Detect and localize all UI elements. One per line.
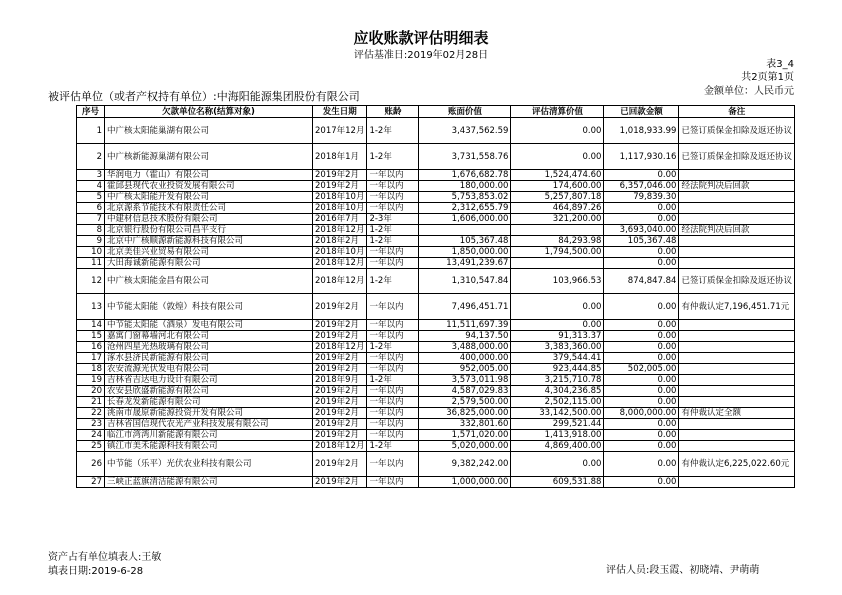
- table-row: [77, 144, 795, 170]
- cell-eval-value: 1,413,918.00: [511, 430, 604, 441]
- cell-note: [679, 375, 795, 386]
- cell-debtor-name: 中节能太阳能（酒泉）发电有限公司: [105, 320, 313, 331]
- cell-eval-value: 103,966.53: [511, 269, 604, 294]
- cell-debtor-name: 洮南市晟原新能源投资开发有限公司: [105, 408, 313, 419]
- col-header-received: 已回款金额: [604, 106, 679, 118]
- cell-aging: 一年以内: [367, 203, 419, 214]
- cell-note: [679, 477, 795, 488]
- cell-note: [679, 214, 795, 225]
- cell-aging: 一年以内: [367, 181, 419, 192]
- cell-occur-date: 2018年10月: [313, 247, 367, 258]
- cell-debtor-name: 农安县欣盛新能源有限公司: [105, 386, 313, 397]
- cell-received-amount: 3,693,040.00: [604, 225, 679, 236]
- cell-occur-date: 2016年7月: [313, 214, 367, 225]
- cell-received-amount: 8,000,000.00: [604, 408, 679, 419]
- cell-occur-date: 2019年2月: [313, 419, 367, 430]
- cell-book-value: 11,511,697.39: [419, 320, 511, 331]
- cell-received-amount: 0.00: [604, 170, 679, 181]
- cell-received-amount: 0.00: [604, 452, 679, 477]
- cell-debtor-name: 三峡正蓝旗清洁能源有限公司: [105, 477, 313, 488]
- cell-debtor-name: 吉林省国信现代农光产业科技发展有限公司: [105, 419, 313, 430]
- cell-note: [679, 203, 795, 214]
- table-row: [77, 181, 795, 192]
- cell-row-number: 21: [77, 397, 105, 408]
- cell-eval-value: [511, 225, 604, 236]
- cell-row-number: 24: [77, 430, 105, 441]
- cell-received-amount: 0.00: [604, 320, 679, 331]
- cell-received-amount: 0.00: [604, 294, 679, 320]
- receivables-table: [76, 105, 795, 488]
- cell-debtor-name: 北京源系节能技术有限责任公司: [105, 203, 313, 214]
- cell-book-value: 2,312,655.79: [419, 203, 511, 214]
- cell-aging: 一年以内: [367, 430, 419, 441]
- cell-received-amount: 0.00: [604, 397, 679, 408]
- cell-debtor-name: 中节能太阳能（敦煌）科技有限公司: [105, 294, 313, 320]
- cell-received-amount: 0.00: [604, 247, 679, 258]
- cell-aging: 一年以内: [367, 170, 419, 181]
- cell-book-value: 105,367.48: [419, 236, 511, 247]
- cell-eval-value: 464,897.26: [511, 203, 604, 214]
- cell-eval-value: 0.00: [511, 452, 604, 477]
- cell-book-value: [419, 225, 511, 236]
- cell-row-number: 15: [77, 331, 105, 342]
- cell-debtor-name: 中建材信息技术股份有限公司: [105, 214, 313, 225]
- table-row: [77, 236, 795, 247]
- table-row: [77, 375, 795, 386]
- table-row: [77, 477, 795, 488]
- cell-aging: 1-2年: [367, 144, 419, 170]
- cell-occur-date: 2018年9月: [313, 375, 367, 386]
- cell-debtor-name: 临江市湾湾川新能源有限公司: [105, 430, 313, 441]
- cell-received-amount: 0.00: [604, 441, 679, 452]
- cell-book-value: 180,000.00: [419, 181, 511, 192]
- cell-eval-value: 4,304,236.85: [511, 386, 604, 397]
- cell-debtor-name: 大田海诚新能源有限公司: [105, 258, 313, 269]
- cell-received-amount: 502,005.00: [604, 364, 679, 375]
- table-row: [77, 320, 795, 331]
- cell-received-amount: 105,367.48: [604, 236, 679, 247]
- table-header-row: [77, 106, 795, 118]
- cell-eval-value: 0.00: [511, 320, 604, 331]
- cell-eval-value: 923,444.85: [511, 364, 604, 375]
- cell-row-number: 26: [77, 452, 105, 477]
- cell-debtor-name: 农安流源光伏发电有限公司: [105, 364, 313, 375]
- cell-debtor-name: 中广核新能源巢湖有限公司: [105, 144, 313, 170]
- col-header-no: 序号: [77, 106, 105, 118]
- cell-note: 有仲裁认定6,225,022.60元: [679, 452, 795, 477]
- base-date: 评估基准日:2019年02月28日: [353, 50, 489, 61]
- cell-note: [679, 247, 795, 258]
- cell-row-number: 19: [77, 375, 105, 386]
- cell-eval-value: 0.00: [511, 294, 604, 320]
- cell-book-value: 5,753,853.02: [419, 192, 511, 203]
- cell-row-number: 8: [77, 225, 105, 236]
- form-filler: 资产占有单位填表人:王敏: [48, 552, 162, 563]
- col-header-book-value: 账面价值: [419, 106, 511, 118]
- cell-eval-value: 3,215,710.78: [511, 375, 604, 386]
- cell-eval-value: 33,142,500.00: [511, 408, 604, 419]
- currency-unit: 金额单位：人民币元: [704, 86, 794, 97]
- cell-occur-date: 2019年2月: [313, 181, 367, 192]
- cell-received-amount: 0.00: [604, 203, 679, 214]
- cell-eval-value: 1,524,474.60: [511, 170, 604, 181]
- cell-book-value: 4,587,029.83: [419, 386, 511, 397]
- cell-occur-date: 2019年2月: [313, 320, 367, 331]
- cell-note: 已签订质保金扣除及返还协议: [679, 118, 795, 144]
- cell-aging: 一年以内: [367, 408, 419, 419]
- cell-row-number: 16: [77, 342, 105, 353]
- cell-occur-date: 2018年12月: [313, 258, 367, 269]
- col-header-eval-value: 评估清算价值: [511, 106, 604, 118]
- cell-eval-value: 321,200.00: [511, 214, 604, 225]
- table-number: 表3_4: [766, 59, 794, 70]
- page-info: 共2页第1页: [741, 72, 794, 83]
- cell-received-amount: 0.00: [604, 477, 679, 488]
- fill-date: 填表日期:2019-6-28: [48, 566, 144, 577]
- cell-received-amount: 0.00: [604, 419, 679, 430]
- cell-book-value: 3,731,558.76: [419, 144, 511, 170]
- cell-received-amount: 1,117,930.16: [604, 144, 679, 170]
- cell-row-number: 17: [77, 353, 105, 364]
- cell-book-value: 1,850,000.00: [419, 247, 511, 258]
- cell-occur-date: 2019年2月: [313, 331, 367, 342]
- cell-note: [679, 331, 795, 342]
- cell-row-number: 7: [77, 214, 105, 225]
- cell-aging: 2-3年: [367, 214, 419, 225]
- cell-aging: 一年以内: [367, 331, 419, 342]
- cell-eval-value: [511, 258, 604, 269]
- cell-book-value: 13,491,239.67: [419, 258, 511, 269]
- cell-book-value: 1,310,547.84: [419, 269, 511, 294]
- cell-occur-date: 2018年12月: [313, 225, 367, 236]
- table-row: [77, 441, 795, 452]
- cell-occur-date: 2019年2月: [313, 386, 367, 397]
- cell-aging: 1-2年: [367, 225, 419, 236]
- cell-note: 经法院判决后回款: [679, 181, 795, 192]
- col-header-date: 发生日期: [313, 106, 367, 118]
- cell-occur-date: 2019年2月: [313, 294, 367, 320]
- cell-aging: 一年以内: [367, 247, 419, 258]
- cell-book-value: 1,571,020.00: [419, 430, 511, 441]
- cell-row-number: 4: [77, 181, 105, 192]
- cell-book-value: 5,020,000.00: [419, 441, 511, 452]
- cell-debtor-name: 北京中广核顺源新能源科技有限公司: [105, 236, 313, 247]
- cell-received-amount: 0.00: [604, 353, 679, 364]
- cell-book-value: 9,382,242.00: [419, 452, 511, 477]
- table-row: [77, 342, 795, 353]
- cell-aging: 1-2年: [367, 441, 419, 452]
- cell-occur-date: 2019年2月: [313, 477, 367, 488]
- col-header-note: 备注: [679, 106, 795, 118]
- cell-eval-value: 299,521.44: [511, 419, 604, 430]
- cell-note: [679, 353, 795, 364]
- cell-occur-date: 2019年2月: [313, 170, 367, 181]
- table-row: [77, 419, 795, 430]
- cell-book-value: 36,825,000.00: [419, 408, 511, 419]
- table-row: [77, 247, 795, 258]
- cell-eval-value: 4,869,400.00: [511, 441, 604, 452]
- cell-note: [679, 320, 795, 331]
- col-header-age: 账龄: [367, 106, 419, 118]
- cell-received-amount: 0.00: [604, 386, 679, 397]
- cell-debtor-name: 沧州四星光热玻璃有限公司: [105, 342, 313, 353]
- table-row: [77, 269, 795, 294]
- cell-received-amount: 6,357,046.00: [604, 181, 679, 192]
- cell-occur-date: 2018年12月: [313, 342, 367, 353]
- table-row: [77, 225, 795, 236]
- cell-debtor-name: 中广核太阳能开发有限公司: [105, 192, 313, 203]
- cell-aging: 一年以内: [367, 320, 419, 331]
- cell-debtor-name: 涿水县济民新能源有限公司: [105, 353, 313, 364]
- cell-row-number: 14: [77, 320, 105, 331]
- cell-eval-value: 0.00: [511, 144, 604, 170]
- cell-eval-value: 609,531.88: [511, 477, 604, 488]
- cell-debtor-name: 中广核太阳能巢湖有限公司: [105, 118, 313, 144]
- cell-received-amount: 0.00: [604, 214, 679, 225]
- cell-occur-date: 2019年2月: [313, 353, 367, 364]
- table-row: [77, 258, 795, 269]
- cell-row-number: 25: [77, 441, 105, 452]
- cell-occur-date: 2018年12月: [313, 441, 367, 452]
- cell-note: [679, 364, 795, 375]
- cell-aging: 一年以内: [367, 294, 419, 320]
- cell-received-amount: 0.00: [604, 331, 679, 342]
- cell-note: [679, 419, 795, 430]
- cell-aging: 一年以内: [367, 386, 419, 397]
- cell-row-number: 22: [77, 408, 105, 419]
- cell-occur-date: 2018年10月: [313, 203, 367, 214]
- cell-book-value: 332,801.60: [419, 419, 511, 430]
- table-row: [77, 430, 795, 441]
- cell-aging: 一年以内: [367, 452, 419, 477]
- cell-eval-value: 0.00: [511, 118, 604, 144]
- cell-row-number: 3: [77, 170, 105, 181]
- cell-occur-date: 2019年2月: [313, 452, 367, 477]
- cell-book-value: 1,000,000.00: [419, 477, 511, 488]
- cell-row-number: 20: [77, 386, 105, 397]
- cell-note: [679, 397, 795, 408]
- cell-occur-date: 2019年2月: [313, 397, 367, 408]
- cell-eval-value: 2,502,115.00: [511, 397, 604, 408]
- cell-aging: 1-2年: [367, 269, 419, 294]
- cell-note: [679, 192, 795, 203]
- cell-debtor-name: 嘉寓门窗幕墙河北有限公司: [105, 331, 313, 342]
- cell-row-number: 6: [77, 203, 105, 214]
- cell-row-number: 5: [77, 192, 105, 203]
- cell-received-amount: 1,018,933.99: [604, 118, 679, 144]
- cell-book-value: 7,496,451.71: [419, 294, 511, 320]
- cell-received-amount: 0.00: [604, 375, 679, 386]
- cell-note: [679, 430, 795, 441]
- cell-debtor-name: 中广核太阳能金昌有限公司: [105, 269, 313, 294]
- cell-row-number: 11: [77, 258, 105, 269]
- table-row: [77, 203, 795, 214]
- cell-debtor-name: 华润电力（霍山）有限公司: [105, 170, 313, 181]
- cell-note: [679, 342, 795, 353]
- cell-debtor-name: 镇江市美禾能源科技有限公司: [105, 441, 313, 452]
- cell-aging: 一年以内: [367, 477, 419, 488]
- report-title: 应收账款评估明细表: [353, 29, 489, 47]
- evaluators: 评估人员:段玉霞、初晓靖、尹萌萌: [606, 565, 760, 576]
- cell-note: 有仲裁认定7,196,451.71元: [679, 294, 795, 320]
- table-row: [77, 331, 795, 342]
- cell-note: 有仲裁认定全额: [679, 408, 795, 419]
- cell-aging: 一年以内: [367, 258, 419, 269]
- cell-aging: 1-2年: [367, 118, 419, 144]
- cell-occur-date: 2019年2月: [313, 364, 367, 375]
- cell-row-number: 1: [77, 118, 105, 144]
- cell-eval-value: 174,600.00: [511, 181, 604, 192]
- cell-debtor-name: 吉林省吉达电力设计有限公司: [105, 375, 313, 386]
- cell-aging: 1-2年: [367, 342, 419, 353]
- cell-book-value: 400,000.00: [419, 353, 511, 364]
- cell-occur-date: 2017年12月: [313, 118, 367, 144]
- cell-eval-value: 1,794,500.00: [511, 247, 604, 258]
- cell-received-amount: 79,839.30: [604, 192, 679, 203]
- table-row: [77, 118, 795, 144]
- cell-note: [679, 441, 795, 452]
- cell-aging: 1-2年: [367, 236, 419, 247]
- cell-eval-value: 3,383,360.00: [511, 342, 604, 353]
- cell-occur-date: 2018年10月: [313, 192, 367, 203]
- cell-note: [679, 258, 795, 269]
- cell-book-value: 94,137.50: [419, 331, 511, 342]
- cell-received-amount: 0.00: [604, 430, 679, 441]
- table-row: [77, 364, 795, 375]
- table-row: [77, 192, 795, 203]
- cell-book-value: 1,606,000.00: [419, 214, 511, 225]
- cell-received-amount: 0.00: [604, 342, 679, 353]
- cell-row-number: 9: [77, 236, 105, 247]
- cell-row-number: 13: [77, 294, 105, 320]
- cell-received-amount: 874,847.84: [604, 269, 679, 294]
- cell-aging: 一年以内: [367, 397, 419, 408]
- cell-occur-date: 2019年2月: [313, 430, 367, 441]
- table-row: [77, 397, 795, 408]
- col-header-name: 欠款单位名称(结算对象): [105, 106, 313, 118]
- cell-aging: 1-2年: [367, 375, 419, 386]
- table-row: [77, 452, 795, 477]
- cell-row-number: 18: [77, 364, 105, 375]
- cell-book-value: 3,488,000.00: [419, 342, 511, 353]
- cell-aging: 一年以内: [367, 419, 419, 430]
- cell-aging: 一年以内: [367, 364, 419, 375]
- cell-note: [679, 386, 795, 397]
- cell-eval-value: 84,293.98: [511, 236, 604, 247]
- cell-row-number: 27: [77, 477, 105, 488]
- cell-eval-value: 91,313.37: [511, 331, 604, 342]
- table-row: [77, 214, 795, 225]
- cell-book-value: 952,005.00: [419, 364, 511, 375]
- table-row: [77, 408, 795, 419]
- cell-book-value: 2,579,500.00: [419, 397, 511, 408]
- cell-note: 经法院判决后回款: [679, 225, 795, 236]
- cell-row-number: 12: [77, 269, 105, 294]
- table-row: [77, 170, 795, 181]
- cell-occur-date: 2018年1月: [313, 144, 367, 170]
- cell-aging: 一年以内: [367, 353, 419, 364]
- cell-debtor-name: 霍邱县现代农业投资发展有限公司: [105, 181, 313, 192]
- cell-debtor-name: 北京银行股份有限公司昌平支行: [105, 225, 313, 236]
- cell-row-number: 2: [77, 144, 105, 170]
- table-row: [77, 386, 795, 397]
- table-row: [77, 353, 795, 364]
- cell-book-value: 3,437,562.59: [419, 118, 511, 144]
- cell-occur-date: 2018年2月: [313, 236, 367, 247]
- evaluated-entity: 被评估单位（或者产权持有单位）:中海阳能源集团股份有限公司: [48, 90, 360, 103]
- cell-occur-date: 2019年2月: [313, 408, 367, 419]
- cell-note: 已签订质保金扣除及返还协议: [679, 269, 795, 294]
- cell-note: [679, 236, 795, 247]
- cell-row-number: 10: [77, 247, 105, 258]
- table-row: [77, 294, 795, 320]
- cell-aging: 一年以内: [367, 192, 419, 203]
- cell-debtor-name: 北京美佳兴业贸易有限公司: [105, 247, 313, 258]
- cell-eval-value: 379,544.41: [511, 353, 604, 364]
- cell-row-number: 23: [77, 419, 105, 430]
- cell-book-value: 1,676,682.78: [419, 170, 511, 181]
- cell-book-value: 3,573,011.98: [419, 375, 511, 386]
- cell-received-amount: 0.00: [604, 258, 679, 269]
- cell-note: [679, 170, 795, 181]
- cell-occur-date: 2018年12月: [313, 269, 367, 294]
- cell-debtor-name: 中节能（乐平）光伏农业科技有限公司: [105, 452, 313, 477]
- cell-eval-value: 5,257,807.18: [511, 192, 604, 203]
- cell-debtor-name: 长春龙发新能源有限公司: [105, 397, 313, 408]
- cell-note: 已签订质保金扣除及返还协议: [679, 144, 795, 170]
